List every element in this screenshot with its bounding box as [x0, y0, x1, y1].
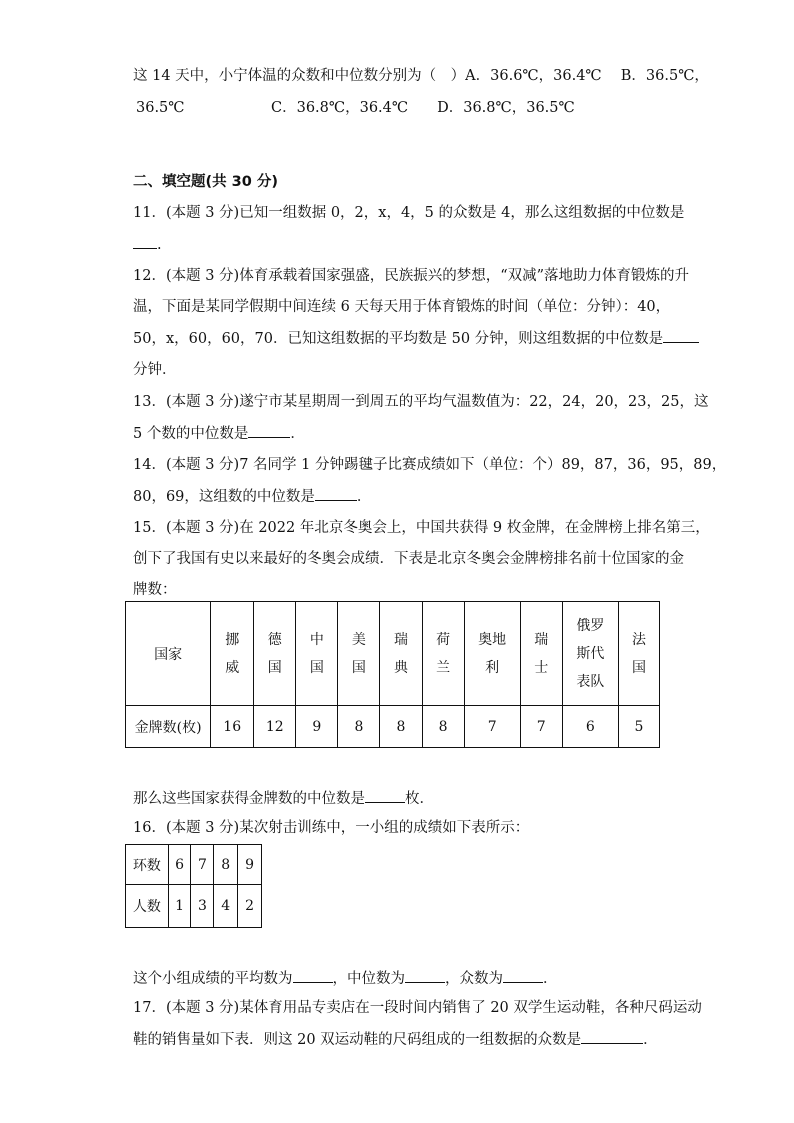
gold-medal-table: [125, 601, 660, 748]
gold-cell: 7: [464, 706, 520, 748]
country-cell: 荷 兰: [422, 602, 464, 706]
q16-median-blank[interactable]: [405, 968, 445, 983]
country-cell: 挪 威: [211, 602, 254, 706]
rings-cell: 8: [214, 845, 238, 885]
gold-row: [126, 706, 660, 748]
q17-line2-text: 鞋的销售量如下表．则这 20 双运动鞋的尺码组成的一组数据的众数是: [133, 1032, 582, 1048]
q12-line4: 分钟．: [133, 362, 177, 378]
q11-line2-end: .: [157, 237, 162, 253]
q12-line3: [133, 328, 699, 349]
rings-row: [126, 845, 262, 885]
q14-line2-end: ．: [356, 489, 372, 505]
q12-line2: 温，下面是某同学假期中间连续 6 天每天用于体育锻炼的时间（单位：分钟）：40，: [133, 299, 671, 315]
country-cell: 美 国: [338, 602, 380, 706]
gold-cell: 8: [380, 706, 422, 748]
rings-cell: 6: [168, 845, 191, 885]
gold-cell: 9: [296, 706, 338, 748]
people-cell: 3: [191, 885, 214, 928]
people-cell: 1: [168, 885, 191, 928]
gold-cell: 8: [422, 706, 464, 748]
country-cell: 瑞 士: [520, 602, 562, 706]
q13-line2-end: ．: [290, 426, 305, 442]
gold-cell: 7: [520, 706, 562, 748]
q11-line2: [133, 234, 162, 255]
q16-line1: 16．(本题 3 分)某次射击训练中，一小组的成绩如下表所示：: [133, 820, 530, 836]
country-cell: 中 国: [296, 602, 338, 706]
q13-line1: 13．(本题 3 分)遂宁市某星期周一到周五的平均气温数值为：22，24，20，23，25，这: [133, 394, 709, 410]
q15-line2: 创下了我国有史以来最好的冬奥会成绩．下表是北京冬奥会金牌榜排名前十位国家的金: [133, 551, 684, 567]
q11-line1: 11．(本题 3 分)已知一组数据 0，2，x，4，5 的众数是 4，那么这组数据的中位数是: [133, 205, 685, 221]
q10-line2-a: 36.5℃: [136, 100, 185, 116]
q13-answer-blank[interactable]: [248, 423, 290, 438]
q17-line2: [133, 1029, 658, 1050]
q15-answer-blank[interactable]: [365, 788, 405, 803]
q14-line1: 14．(本题 3 分)7 名同学 1 分钟踢毽子比赛成绩如下（单位：个）89，87，36，95，89，: [133, 457, 727, 473]
gold-cell: 8: [338, 706, 380, 748]
q11-answer-blank[interactable]: [133, 234, 157, 249]
rings-header: 环数: [126, 845, 169, 885]
q17-line1: 17．(本题 3 分)某体育用品专卖店在一段时间内销售了 20 双学生运动鞋，各种尺码运动: [133, 1000, 702, 1016]
q16-after-text-a: 这个小组成绩的平均数为: [133, 971, 293, 987]
country-cell: 德 国: [254, 602, 296, 706]
section-title: 二、填空题(共 30 分): [133, 174, 279, 190]
country-cell: 奥地 利: [464, 602, 520, 706]
gold-cell: 12: [254, 706, 296, 748]
q14-answer-blank[interactable]: [315, 486, 357, 501]
q16-after-text-b: ，中位数为: [332, 971, 405, 987]
q14-line2: [133, 486, 371, 507]
gold-cell: 5: [618, 706, 659, 748]
q16-after-end: ．: [543, 971, 558, 987]
q17-answer-blank[interactable]: [581, 1029, 643, 1044]
q15-line3: 牌数：: [133, 582, 177, 598]
q15-after-end: 枚．: [405, 791, 434, 807]
country-header: 国家: [126, 602, 211, 706]
q12-line3-text: 50，x，60，60，70．已知这组数据的平均数是 50 分钟，则这组数据的中位数是: [133, 331, 664, 347]
q15-line1: 15．(本题 3 分)在 2022 年北京冬奥会上，中国共获得 9 枚金牌，在金牌榜上排名第三，: [133, 520, 710, 536]
gold-cell: 16: [211, 706, 254, 748]
q16-mean-blank[interactable]: [293, 968, 333, 983]
gold-header: 金牌数(枚): [126, 706, 211, 748]
q17-line2-end: ．: [643, 1032, 658, 1048]
gold-cell: 6: [562, 706, 618, 748]
q12-answer-blank[interactable]: [663, 328, 699, 343]
country-cell: 俄罗 斯代 表队: [562, 602, 618, 706]
people-cell: 4: [214, 885, 238, 928]
people-header: 人数: [126, 885, 169, 928]
q15-after-text: 那么这些国家获得金牌数的中位数是: [133, 791, 365, 807]
q12-line1: 12．(本题 3 分)体育承载着国家强盛，民族振兴的梦想，“双减”落地助力体育锻炼的升: [133, 268, 690, 284]
country-cell: 法 国: [618, 602, 659, 706]
q10-line2-b: C．36.8℃，36.4℃ D．36.8℃，36.5℃: [271, 100, 575, 116]
q13-line2-text: 5 个数的中位数是: [133, 426, 249, 442]
q16-after-text-c: ，众数为: [445, 971, 503, 987]
people-cell: 2: [238, 885, 262, 928]
q16-after: [133, 968, 558, 989]
rings-cell: 9: [238, 845, 262, 885]
rings-cell: 7: [191, 845, 214, 885]
country-row: [126, 602, 660, 706]
q14-line2-text: 80，69，这组数的中位数是: [133, 489, 315, 505]
q10-line1: 这 14 天中，小宁体温的众数和中位数分别为（ ）A．36.6℃，36.4℃ B．36.5℃，: [133, 68, 709, 84]
q15-after: [133, 788, 434, 809]
shooting-table: [125, 844, 262, 928]
q13-line2: [133, 423, 305, 444]
country-cell: 瑞 典: [380, 602, 422, 706]
q16-mode-blank[interactable]: [503, 968, 543, 983]
people-row: [126, 885, 262, 928]
